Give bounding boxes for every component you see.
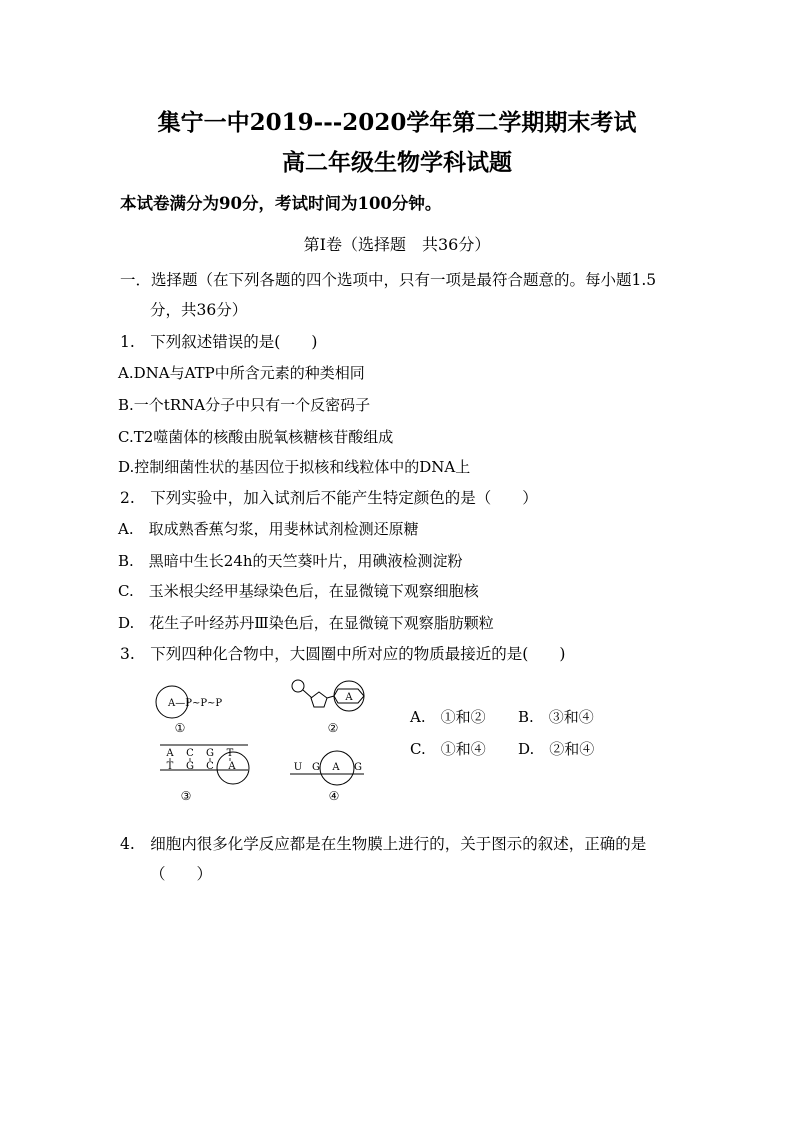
- question-3-option-a: A. ①和②: [410, 708, 486, 726]
- exam-note: 本试卷满分为90分，考试时间为100分钟。: [120, 194, 442, 213]
- dna-bottom-base: C: [206, 761, 214, 772]
- question-2-option-a: A. 取成熟香蕉匀浆，用斐林试剂检测还原糖: [118, 520, 419, 538]
- section-instruction-line2: 分，共36分）: [150, 301, 248, 319]
- question-4-stem-line2: （ ）: [150, 865, 213, 883]
- question-3-option-c: C. ①和④: [410, 740, 486, 758]
- question-2-option-b: B. 黑暗中生长24h的天竺葵叶片，用碘液检测淀粉: [118, 552, 463, 570]
- section-instruction-line1: 一．选择题（在下列各题的四个选项中，只有一项是最符合题意的。每小题1.5: [120, 271, 657, 289]
- dna-bottom-base: G: [186, 761, 194, 772]
- exam-subtitle: 高二年级生物学科试题: [282, 149, 512, 176]
- sugar-pentagon: [311, 692, 327, 707]
- question-3-stem: 3. 下列四种化合物中，大圆圈中所对应的物质最接近的是( ): [120, 645, 566, 663]
- figure-label-1: ①: [174, 721, 186, 735]
- question-4-stem-line1: 4. 细胞内很多化学反应都是在生物膜上进行的，关于图示的叙述，正确的是: [120, 835, 647, 853]
- dna-top-base: A: [166, 748, 174, 759]
- figure-dna: [160, 745, 249, 803]
- rna-base: G: [354, 762, 362, 773]
- question-3-option-d: D. ②和④: [518, 740, 595, 758]
- question-1-option-d: D.控制细菌性状的基因位于拟核和线粒体中的DNA上: [118, 458, 471, 476]
- question-2-stem: 2. 下列实验中，加入试剂后不能产生特定颜色的是（ ）: [120, 489, 538, 507]
- figure-rna: [290, 751, 364, 803]
- question-3-figure: [150, 672, 390, 812]
- question-1-option-b: B.一个tRNA分子中只有一个反密码子: [118, 396, 371, 414]
- figure-nucleotide: [292, 680, 364, 735]
- dna-top-base: C: [186, 748, 194, 759]
- rna-base: U: [293, 762, 303, 773]
- question-1-stem: 1. 下列叙述错误的是( ): [120, 333, 318, 351]
- dna-bottom-base: A: [228, 761, 236, 772]
- question-3-option-b: B. ③和④: [518, 708, 594, 726]
- dna-top-base: T: [226, 748, 234, 759]
- dna-top-base: G: [206, 748, 214, 759]
- question-2-option-d: D. 花生子叶经苏丹Ⅲ染色后，在显微镜下观察脂肪颗粒: [118, 614, 494, 632]
- question-2-option-c: C. 玉米根尖经甲基绿染色后，在显微镜下观察细胞核: [118, 582, 479, 600]
- section-title: 第Ⅰ卷（选择题 共36分）: [303, 235, 491, 254]
- exam-title: 集宁一中2019---2020学年第二学期期末考试: [157, 109, 637, 136]
- question-1-option-a: A.DNA与ATP中所含元素的种类相同: [118, 364, 365, 382]
- figure-label-3: ③: [180, 789, 192, 803]
- atp-text: A—P~P~P: [168, 698, 223, 709]
- rna-base: G: [312, 762, 320, 773]
- figure-label-4: ④: [328, 789, 340, 803]
- question-1-option-c: C.T2噬菌体的核酸由脱氧核糖核苷酸组成: [118, 428, 394, 446]
- dna-bottom-base: T: [166, 761, 174, 772]
- figure-atp: [156, 686, 222, 735]
- ring-text: A: [345, 692, 353, 703]
- figure-label-2: ②: [327, 721, 339, 735]
- rna-base: A: [332, 762, 340, 773]
